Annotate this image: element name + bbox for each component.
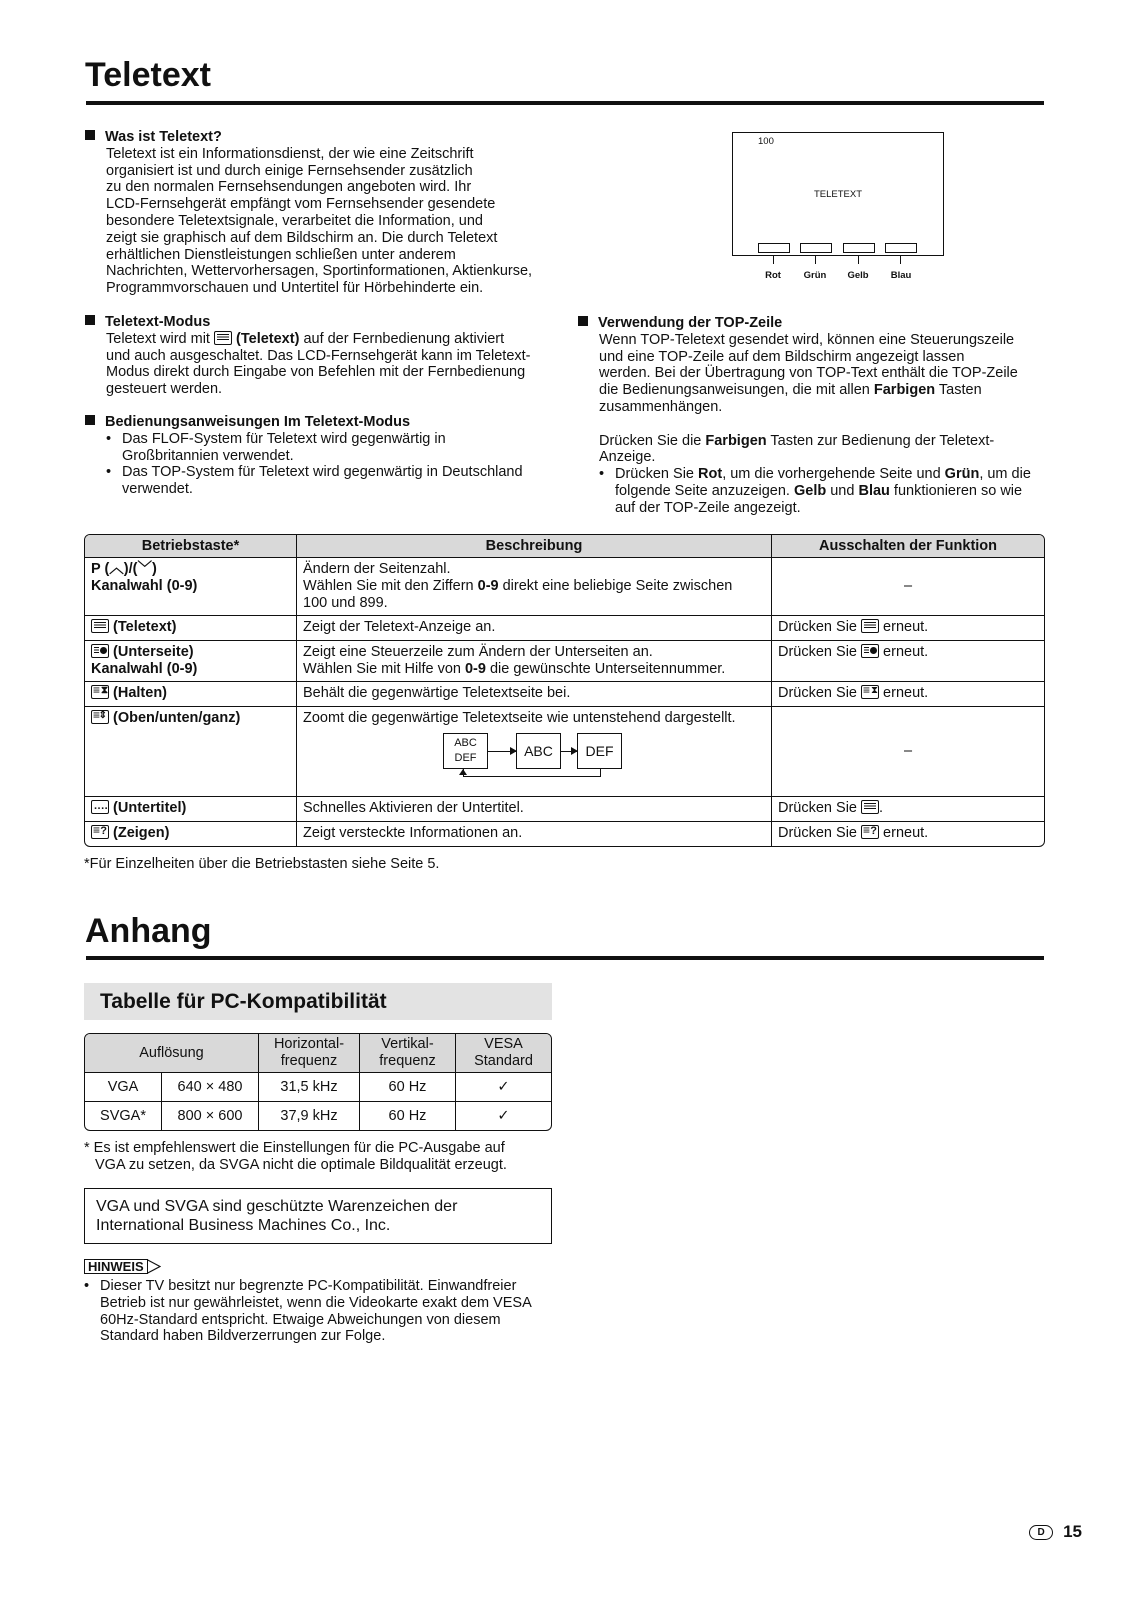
table-header: Beschreibung (296, 535, 771, 558)
tv-leader-line (815, 256, 816, 264)
list-item: • Dieser TV besitzt nur begrenzte PC-Kompatibilität. Einwandfreier Betrieb ist nur gewährleistet, wenn die Videokarte exakt dem VESA 60Hz-Standard entspricht. Etwaige Abweichungen von diesem Standard haben Bildverzerrungen zur Folge. (84, 1278, 554, 1345)
section-heading: Bedienungsanweisungen Im Teletext-Modus (85, 414, 566, 431)
zoom-flow-diagram (303, 729, 765, 793)
table-footnote: *Für Einzelheiten über die Betriebstasten siehe Seite 5. (84, 856, 440, 872)
teletext-key-icon (91, 619, 109, 633)
tv-red-key (758, 243, 790, 253)
check-icon: ✓ (455, 1073, 551, 1101)
pc-compatibility-table (84, 1033, 552, 1131)
table-row: SVGA* 800 × 600 37,9 kHz 60 Hz ✓ (85, 1101, 551, 1130)
tv-label-gruen: Grün (803, 270, 827, 281)
hold-key-icon (861, 685, 879, 699)
table-header: Auflösung (85, 1034, 258, 1073)
teletext-key-icon (214, 331, 232, 345)
table-header: VESA Standard (455, 1034, 551, 1073)
section-teletext-mode: Teletext-Modus Teletext wird mit (Teletext) auf der Fernbedienung aktiviert und auch ausgeschaltet. Das LCD-Fernsehgerät kann im Teletext- Modus direkt durch Eingabe von Befehlen mit der Fernbedienung gesteuert werden. (106, 314, 566, 398)
page-title-appendix: Anhang (85, 912, 212, 950)
language-badge: D (1029, 1525, 1053, 1540)
section-top-line: Verwendung der TOP-Zeile Wenn TOP-Teletext gesendet wird, können eine Steuerungszeile und eine TOP-Zeile auf dem Bildschirm angezeigt lassen werden. Bei der Übertragung von TOP-Text enthält die TOP-Zeile die Bedienungsanweisungen, die mit allen Farbigen Tasten zusammenhängen. Drücken Sie die Farbigen Tasten zur Bedienung der Teletext- Anzeige. • Drücken Sie Rot, um die vorhergehende Seite und Grün, um die folgende Seite anzuzeigen. Gelb und Blau funktionieren so wie auf der TOP-Zeile angezeigt. (599, 315, 1039, 517)
title-rule (86, 101, 1044, 105)
trademark-box: VGA und SVGA sind geschützte Warenzeichen der International Business Machines Co., Inc. (84, 1188, 552, 1244)
reveal-key-icon (91, 825, 109, 839)
chevron-up-icon: ︿ (109, 561, 124, 577)
flow-box-top: ABC (516, 733, 561, 769)
teletext-key-icon (861, 619, 879, 633)
flow-arrow (488, 751, 516, 752)
section-heading: Verwendung der TOP-Zeile (578, 315, 1039, 332)
tv-screen-diagram (732, 132, 944, 256)
tv-leader-line (773, 256, 774, 264)
flow-box-full: ABC DEF (443, 733, 488, 769)
tv-label-gelb: Gelb (847, 270, 869, 281)
table-row: .... (Untertitel) Schnelles Aktivieren der Untertitel. Drücken Sie . (85, 796, 1044, 821)
check-icon: ✓ (455, 1101, 551, 1130)
table-row: ≡ ? (Zeigen) Zeigt versteckte Informationen an. Drücken Sie ≡ ? erneut. (85, 821, 1044, 846)
tv-screen-label: TELETEXT (813, 189, 863, 200)
flow-return-arrowhead (459, 769, 467, 775)
tv-page-number: 100 (758, 136, 774, 147)
section-heading: Was ist Teletext? (85, 129, 566, 146)
title-rule (86, 956, 1044, 960)
zoom-key-icon (91, 710, 109, 724)
square-bullet-icon (85, 130, 95, 140)
table-header: Betriebstaste* (85, 535, 296, 558)
hold-key-icon (91, 685, 109, 699)
chevron-down-icon: ﹀ (137, 561, 152, 577)
pc-note: * Es ist empfehlenswert die Einstellungen für die PC-Ausgabe auf VGA zu setzen, da SVGA nicht die optimale Bildqualität erzeugt. (84, 1140, 507, 1173)
hinweis-label: HINWEIS (84, 1258, 161, 1275)
tv-label-rot: Rot (765, 270, 781, 281)
section-instructions (106, 414, 566, 498)
section-what-is-teletext: Was ist Teletext? Teletext ist ein Informationsdienst, der wie eine Zeitschrift organisiert ist und durch einige Fernsehsender zusätzlich zu den normalen Fernsehsendungen angeboten wird. Ihr LCD-Fernsehgerät empfängt vom Fernsehsender gesendete besondere Teletextsignale, verarbeitet die Information, und zeigt sie graphisch auf dem Bildschirm an. Die durch Teletext erhältlichen Dienstleistungen schließen unter anderem Nachrichten, Wettervorhersagen, Sportinformationen, Aktienkurse, Programmvorschauen und Untertitel für Hörbehinderte ein. (106, 129, 566, 297)
flow-return-line (463, 769, 601, 777)
page-number: D 15 (1029, 1522, 1082, 1542)
subtitle-key-icon (91, 800, 109, 814)
teletext-function-table (84, 534, 1045, 847)
page-title-teletext: Teletext (85, 56, 211, 94)
tv-label-blau: Blau (890, 270, 912, 281)
table-row: P (︿)/(﹀) Kanalwahl (0-9) Ändern der Seitenzahl. Wählen Sie mit den Ziffern 0-9 direkt eine beliebige Seite zwischen 100 und 899. – (85, 558, 1044, 615)
subpage-key-icon (91, 644, 109, 658)
section-subheading: Tabelle für PC-Kompatibilität (84, 983, 552, 1020)
tv-leader-line (900, 256, 901, 264)
list-item: • Das FLOF-System für Teletext wird gegenwärtig in Großbritannien verwendet. (106, 431, 566, 465)
table-row: (Teletext) Zeigt der Teletext-Anzeige an. Drücken Sie erneut. (85, 615, 1044, 640)
subpage-key-icon (861, 644, 879, 658)
table-header: Ausschalten der Funktion (771, 535, 1044, 558)
tv-leader-line (858, 256, 859, 264)
tv-blue-key (885, 243, 917, 253)
square-bullet-icon (578, 316, 588, 326)
tv-yellow-key (843, 243, 875, 253)
list-item: • Drücken Sie Rot, um die vorhergehende Seite und Grün, um die folgende Seite anzuzeigen. Gelb und Blau funktionieren so wie auf der TOP-Zeile angezeigt. (599, 466, 1039, 516)
table-row: ≡ ⇕ (Oben/unten/ganz) Zoomt die gegenwärtige Teletextseite wie untenstehend dargestellt. ABC DEF ABC DEF – (85, 706, 1044, 796)
table-header: Horizontal- frequenz (258, 1034, 359, 1073)
table-row: (Unterseite) Kanalwahl (0-9) Zeigt eine Steuerzeile zum Ändern der Unterseiten an. Wählen Sie mit Hilfe von 0-9 die gewünschte Unterseitennummer. Drücken Sie erneut. (85, 640, 1044, 681)
flow-box-bottom: DEF (577, 733, 622, 769)
list-item: • Das TOP-System für Teletext wird gegenwärtig in Deutschland verwendet. (106, 464, 566, 498)
reveal-key-icon (861, 825, 879, 839)
hinweis-list (84, 1278, 554, 1345)
teletext-key-icon (861, 800, 879, 814)
square-bullet-icon (85, 415, 95, 425)
square-bullet-icon (85, 315, 95, 325)
section-heading: Teletext-Modus (85, 314, 566, 331)
table-header: Vertikal- frequenz (359, 1034, 455, 1073)
hinweis-arrow-icon (147, 1259, 161, 1274)
flow-arrow (561, 751, 577, 752)
table-row: VGA 640 × 480 31,5 kHz 60 Hz ✓ (85, 1073, 551, 1101)
tv-green-key (800, 243, 832, 253)
table-row: ≡ ⧗ (Halten) Behält die gegenwärtige Teletextseite bei. Drücken Sie ≡ ⧗ erneut. (85, 681, 1044, 706)
